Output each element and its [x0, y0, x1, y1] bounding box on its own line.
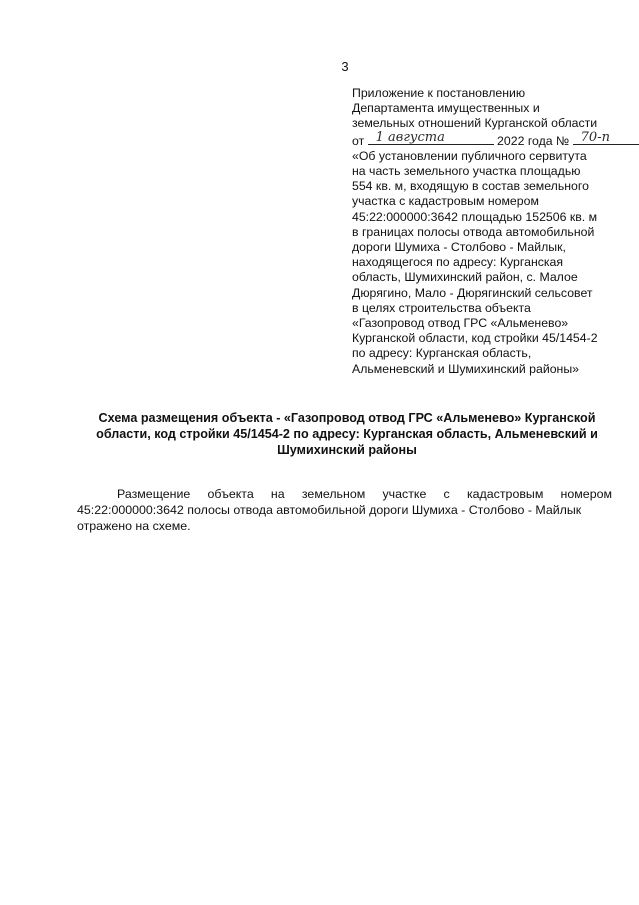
handwritten-date: 1 августа — [375, 129, 445, 145]
date-prefix: от — [352, 133, 365, 148]
appendix-line: Приложение к постановлению — [352, 86, 526, 100]
body-line: отражено на схеме. — [77, 519, 191, 533]
appendix-date-line — [352, 129, 624, 149]
body-line: Размещение объекта на земельном участке с кадастровым номером — [117, 487, 612, 501]
appendix-title-line: дороги Шумиха - Столбово - Майлык, — [352, 240, 566, 255]
appendix-title-line: в целях строительства объекта — [352, 300, 531, 315]
document-heading — [86, 410, 608, 458]
appendix-title-line: на часть земельного участка площадью — [352, 164, 581, 179]
body-line: 45:22:000000:3642 полосы отвода автомобильной дороги Шумиха - Столбово - Майлык — [77, 503, 582, 517]
appendix-title-line: Дюрягино, Мало - Дюрягинский сельсовет — [352, 285, 593, 300]
heading-line: области, код стройки 45/1454-2 по адресу: Курганская область, Альменевский и — [96, 427, 598, 441]
appendix-title-line: Альменевский и Шумихинский районы» — [352, 361, 580, 376]
appendix-title-line: «Об установлении публичного сервитута — [352, 148, 587, 163]
appendix-block — [352, 86, 624, 377]
appendix-title-line: находящегося по адресу: Курганская — [352, 255, 564, 270]
number-blank — [573, 129, 639, 145]
heading-line: Схема размещения объекта - «Газопровод отвод ГРС «Альменево» Курганской — [98, 411, 596, 425]
appendix-title-line: участка с кадастровым номером — [352, 194, 539, 209]
date-blank — [368, 129, 494, 145]
page-number: 3 — [341, 59, 349, 74]
appendix-title-line: «Газопровод отвод ГРС «Альменево» — [352, 316, 569, 331]
appendix-title-line: по адресу: Курганская область, — [352, 346, 532, 361]
appendix-title-line: область, Шумихинский район, с. Малое — [352, 270, 578, 285]
appendix-title-line: в границах полосы отвода автомобильной — [352, 224, 595, 239]
year-text: 2022 года № — [497, 133, 570, 148]
handwritten-number: 70-п — [580, 129, 610, 145]
heading-line: Шумихинский районы — [277, 443, 417, 457]
appendix-line: Департамента имущественных и — [352, 101, 540, 116]
appendix-title-line: Курганской области, код стройки 45/1454-2 — [352, 331, 598, 346]
appendix-line: земельных отношений Курганской области — [352, 116, 598, 131]
appendix-title-line: 554 кв. м, входящую в состав земельного — [352, 179, 589, 194]
body-paragraph — [77, 486, 612, 534]
appendix-title-line: 45:22:000000:3642 площадью 152506 кв. м — [352, 209, 598, 224]
